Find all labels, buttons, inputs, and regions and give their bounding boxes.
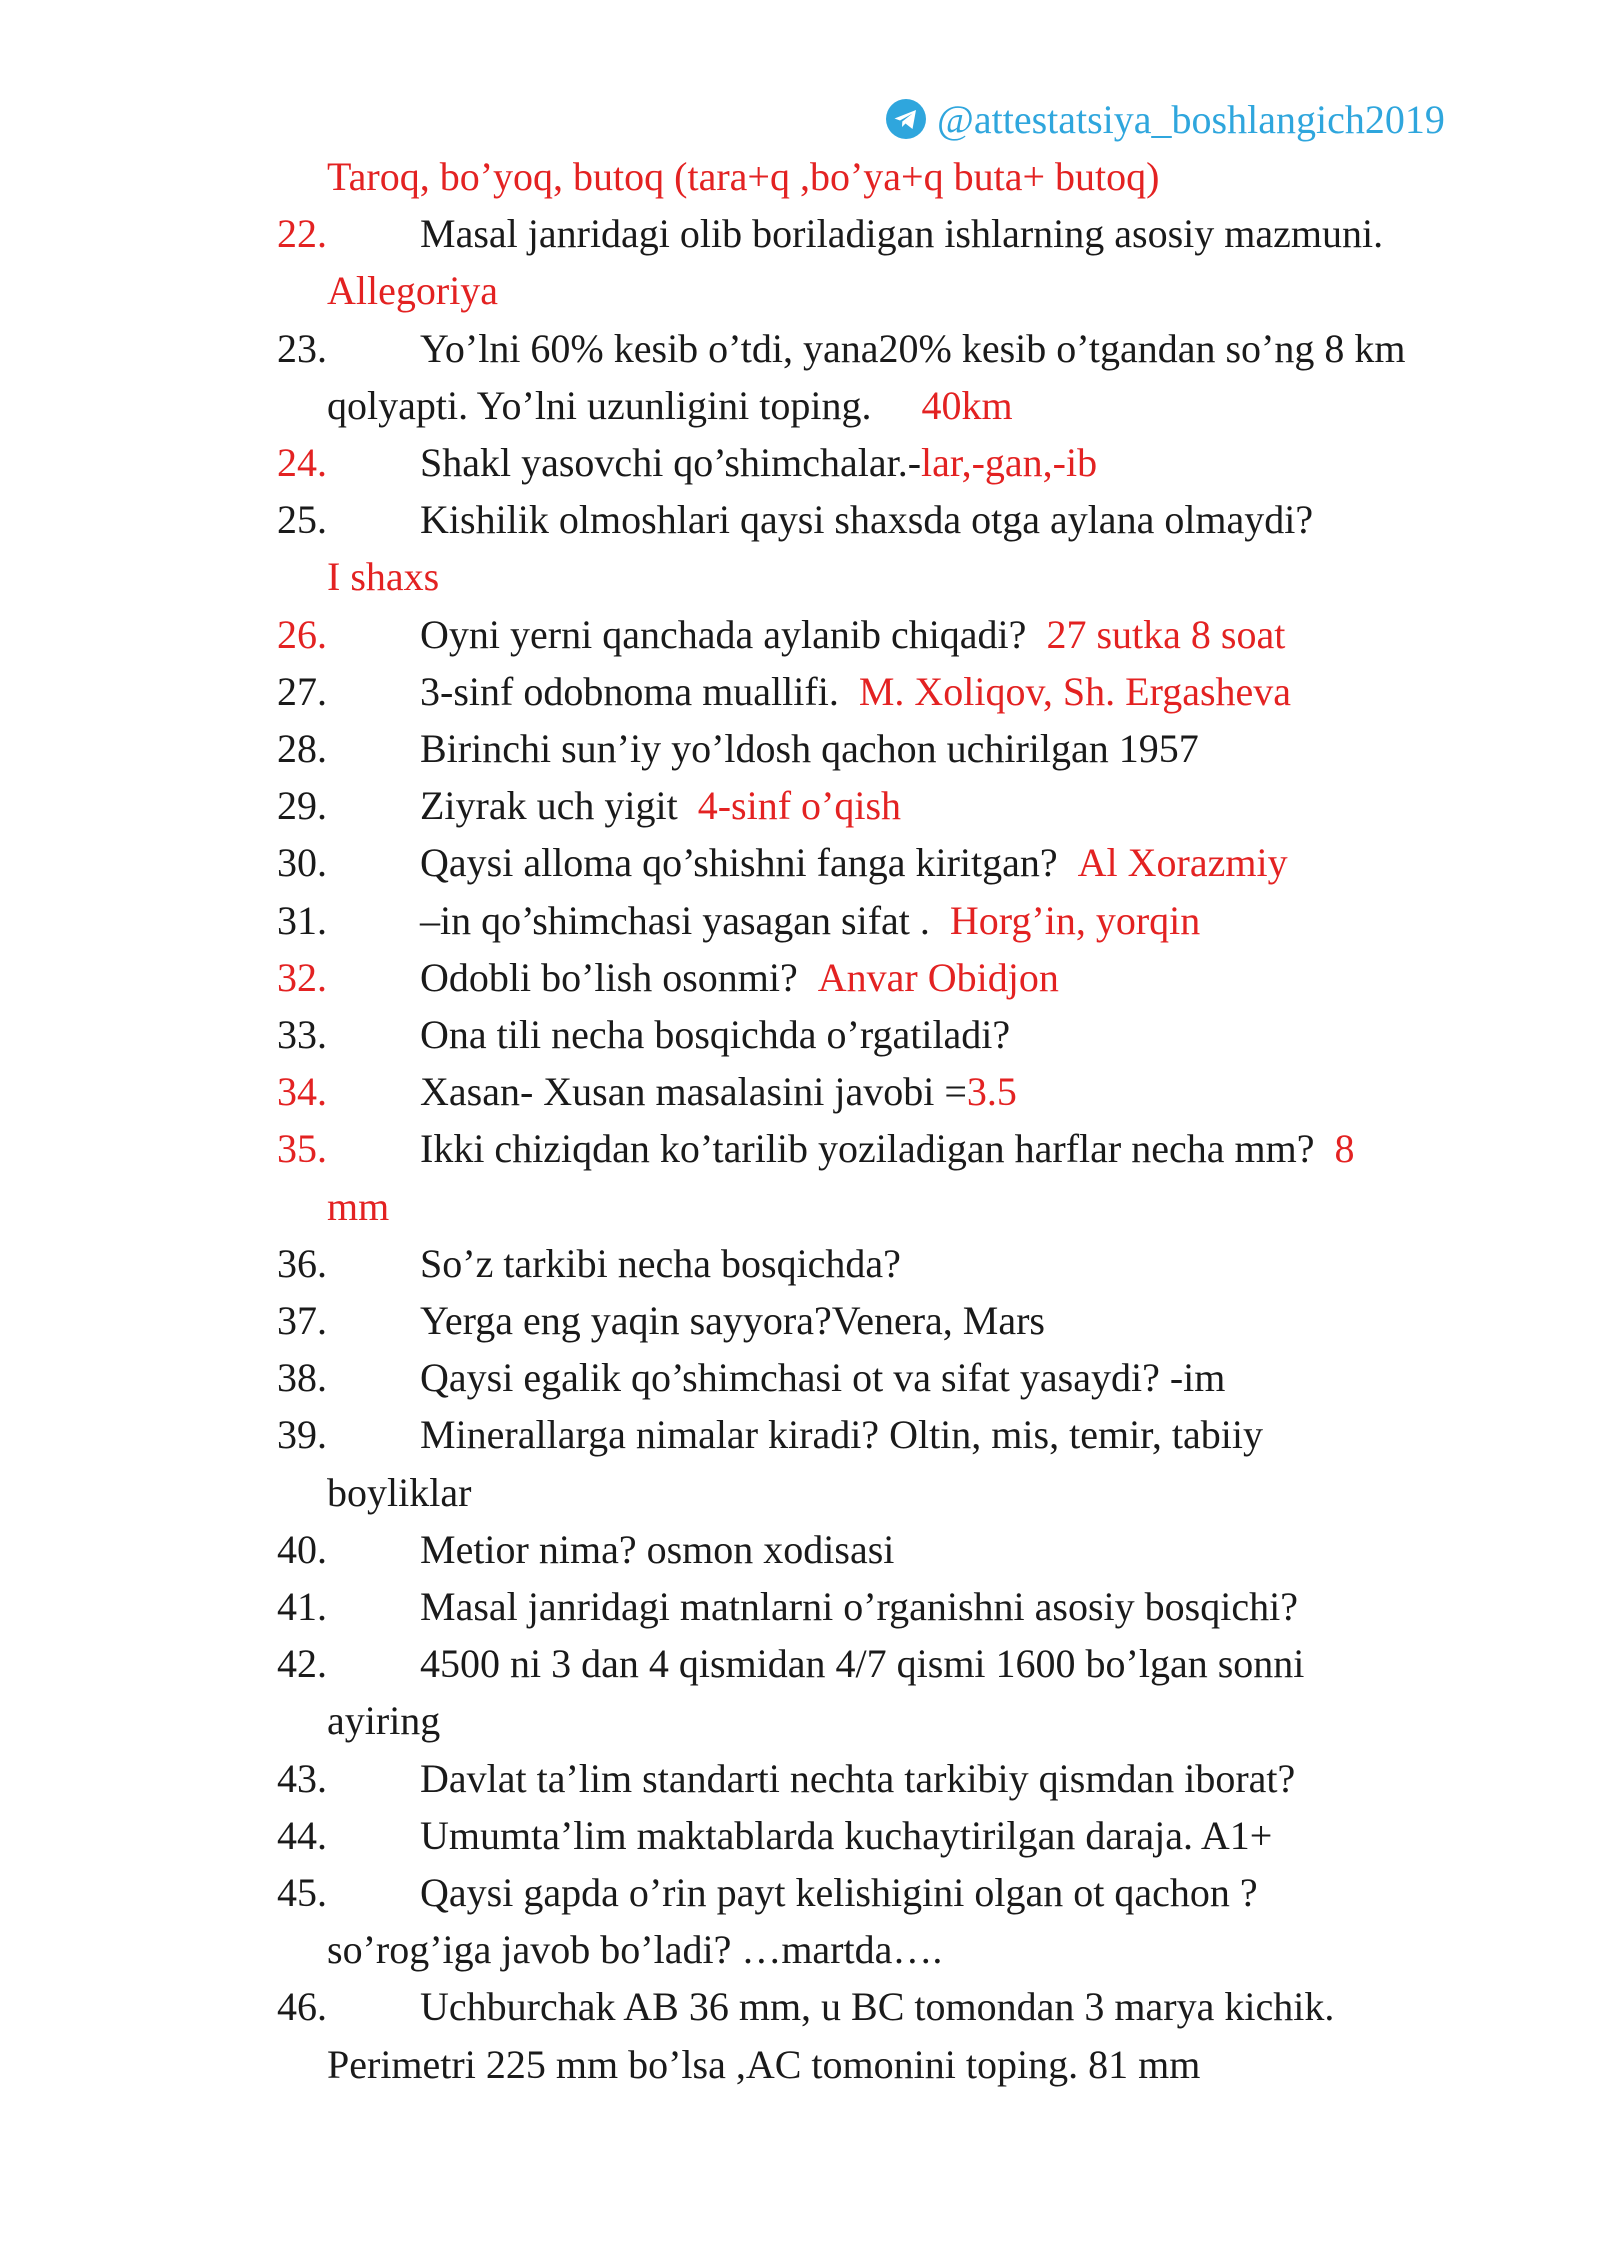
question-number: 42. xyxy=(277,1641,327,1687)
question-number: 44. xyxy=(277,1812,327,1858)
question-number: 22. xyxy=(277,211,327,257)
question-body: Shakl yasovchi qo’shimchalar.- xyxy=(420,440,922,485)
question-text xyxy=(420,663,1291,720)
question-text xyxy=(420,491,1313,548)
question-number: 30. xyxy=(277,840,327,886)
question-body: Ona tili necha bosqichda o’rgatiladi? xyxy=(420,1012,1011,1057)
answer-text: 8 xyxy=(1334,1126,1355,1172)
answer-text: Horg’in, yorqin xyxy=(949,897,1201,943)
question-number: 40. xyxy=(277,1526,327,1572)
question-text xyxy=(420,1006,1010,1063)
question-body: Yerga eng yaqin sayyora?Venera, Mars xyxy=(420,1298,1045,1343)
question-body: Metior nima? osmon xodisasi xyxy=(420,1526,895,1572)
question-text xyxy=(420,1750,1295,1807)
channel-handle: @attestatsiya_boshlangich2019 xyxy=(937,96,1445,142)
question-text xyxy=(420,1406,1263,1463)
answer-text: 3.5 xyxy=(966,1069,1017,1115)
question-body: Ziyrak uch yigit xyxy=(420,783,678,829)
question-text xyxy=(420,434,1097,491)
question-body: Yo’lni 60% kesib o’tdi, yana20% kesib o’tgandan so’ng 8 km xyxy=(420,325,1406,371)
question-number: 45. xyxy=(277,1870,327,1915)
question-body: boyliklar xyxy=(327,1469,472,1515)
question-number: 38. xyxy=(277,1355,327,1401)
question-number: 46. xyxy=(277,1984,327,2030)
answer-text: Taroq, bo’yoq, butoq (tara+q ,bo’ya+q buta+ butoq) xyxy=(327,154,1160,199)
question-body: Xasan- Xusan masalasini javobi = xyxy=(420,1069,967,1115)
question-text xyxy=(420,1807,1272,1864)
question-text xyxy=(420,1063,1017,1120)
question-body: ayiring xyxy=(327,1698,441,1744)
question-number: 35. xyxy=(277,1126,327,1172)
question-body: So’z tarkibi necha bosqichda? xyxy=(420,1240,901,1286)
question-text xyxy=(420,1521,894,1578)
question-body: Qaysi egalik qo’shimchasi ot va sifat yasaydi? -im xyxy=(420,1355,1226,1401)
question-number: 43. xyxy=(277,1755,327,1801)
question-text xyxy=(420,1120,1354,1177)
question-text xyxy=(420,834,1288,891)
question-text xyxy=(420,1578,1298,1635)
continuation-text xyxy=(327,148,1159,205)
question-body: Oyni yerni qanchada aylanib chiqadi? xyxy=(420,611,1027,657)
question-body: Davlat ta’lim standarti nechta tarkibiy qismdan iborat? xyxy=(420,1755,1296,1801)
question-number: 41. xyxy=(277,1584,327,1629)
answer-text: M. Xoliqov, Sh. Ergasheva xyxy=(858,668,1292,714)
question-number: 34. xyxy=(277,1069,327,1115)
answer-text: 40km xyxy=(921,382,1013,428)
question-number: 37. xyxy=(277,1298,327,1343)
question-text xyxy=(420,777,901,834)
question-body: 3-sinf odobnoma muallifi. xyxy=(420,668,839,714)
question-body: 4500 ni 3 dan 4 qismidan 4/7 qismi 1600 bo’lgan sonni xyxy=(420,1641,1305,1687)
question-number: 23. xyxy=(277,325,327,371)
question-text xyxy=(420,606,1285,663)
answer-text: Al Xorazmiy xyxy=(1077,840,1288,886)
question-text xyxy=(420,1864,1258,1921)
telegram-icon xyxy=(885,98,927,140)
question-text xyxy=(420,320,1406,377)
question-body: Uchburchak AB 36 mm, u BC tomondan 3 marya kichik. xyxy=(420,1984,1335,2030)
question-body: Masal janridagi matnlarni o’rganishni asosiy bosqichi? xyxy=(420,1584,1298,1629)
question-number: 29. xyxy=(277,783,327,829)
question-number: 28. xyxy=(277,726,327,771)
question-text xyxy=(420,1349,1225,1406)
question-number: 33. xyxy=(277,1012,327,1057)
question-number: 39. xyxy=(277,1412,327,1458)
answer-text: Allegoriya xyxy=(327,268,499,314)
question-text xyxy=(420,949,1059,1006)
continuation-text xyxy=(327,548,439,605)
question-body: Qaysi alloma qo’shishni fanga kiritgan? xyxy=(420,840,1058,886)
question-text xyxy=(420,205,1383,262)
question-text xyxy=(420,1292,1045,1349)
channel-header[interactable] xyxy=(885,96,1445,142)
continuation-text xyxy=(327,1464,471,1521)
question-body: Kishilik olmoshlari qaysi shaxsda otga aylana olmaydi? xyxy=(420,497,1314,543)
question-body: Qaysi gapda o’rin payt kelishigini olgan ot qachon ? xyxy=(420,1870,1258,1915)
question-number: 26. xyxy=(277,611,327,657)
question-text xyxy=(420,1635,1304,1692)
question-text xyxy=(420,892,1200,949)
question-number: 24. xyxy=(277,440,327,485)
question-body: Birinchi sun’iy yo’ldosh qachon uchirilgan 1957 xyxy=(420,726,1199,771)
question-number: 27. xyxy=(277,668,327,714)
answer-text: 4-sinf o’qish xyxy=(697,783,902,829)
question-text xyxy=(420,720,1199,777)
question-number: 36. xyxy=(277,1240,327,1286)
question-number: 31. xyxy=(277,897,327,943)
question-number: 32. xyxy=(277,954,327,1000)
question-text xyxy=(420,1978,1334,2035)
answer-text: mm xyxy=(327,1183,390,1229)
answer-text: 27 sutka 8 soat xyxy=(1046,611,1286,657)
continuation-text xyxy=(327,1692,440,1749)
question-body: –in qo’shimchasi yasagan sifat . xyxy=(420,897,930,943)
question-body: Umumta’lim maktablarda kuchaytirilgan daraja. A1+ xyxy=(420,1812,1273,1858)
question-body: Ikki chiziqdan ko’tarilib yoziladigan harflar necha mm? xyxy=(420,1126,1315,1172)
answer-text: I shaxs xyxy=(327,554,440,600)
question-body: Perimetri 225 mm bo’lsa ,AC tomonini toping. 81 mm xyxy=(327,2041,1201,2087)
question-body: Odobli bo’lish osonmi? xyxy=(420,954,798,1000)
question-body: so’rog’iga javob bo’ladi? …martda…. xyxy=(327,1927,943,1973)
question-body: Minerallarga nimalar kiradi? Oltin, mis, temir, tabiiy xyxy=(420,1412,1263,1458)
answer-text: Anvar Obidjon xyxy=(817,954,1059,1000)
question-body: Masal janridagi olib boriladigan ishlarning asosiy mazmuni. xyxy=(420,211,1384,257)
question-text xyxy=(420,1235,901,1292)
continuation-text xyxy=(327,1921,942,1978)
answer-text: lar,-gan,-ib xyxy=(921,440,1098,485)
question-number: 25. xyxy=(277,497,327,543)
question-body: qolyapti. Yo’lni uzunligini toping. xyxy=(327,382,872,428)
continuation-text xyxy=(327,377,1013,434)
continuation-text xyxy=(327,2036,1200,2093)
continuation-text xyxy=(327,1178,389,1235)
continuation-text xyxy=(327,262,498,319)
